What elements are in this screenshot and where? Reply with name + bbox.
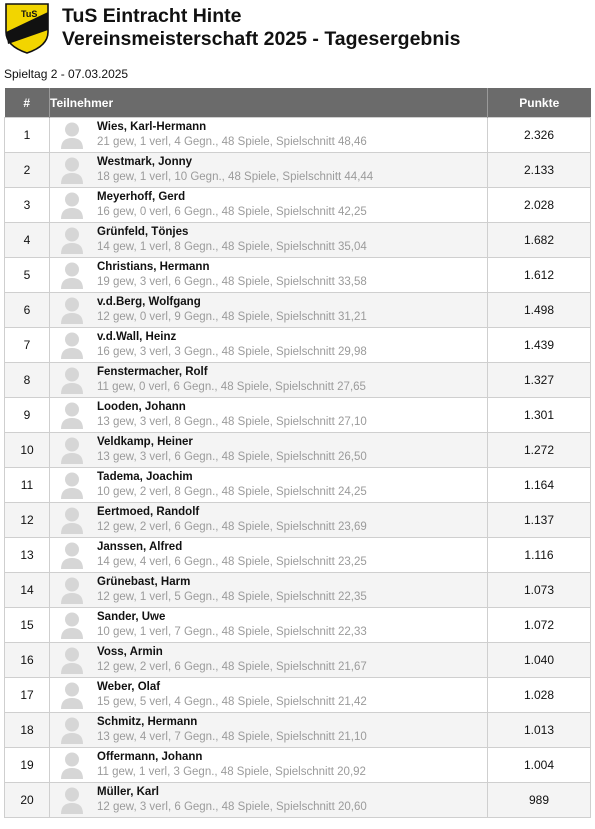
avatar-icon (61, 682, 83, 709)
club-name: TuS Eintracht Hinte (62, 5, 242, 27)
points-cell: 2.326 (488, 118, 591, 153)
rank-cell: 11 (5, 468, 50, 503)
table-row (5, 188, 591, 223)
participant-cell (50, 118, 488, 153)
rank-cell: 2 (5, 153, 50, 188)
points-cell: 2.028 (488, 188, 591, 223)
avatar-icon (61, 367, 83, 394)
table-row (5, 678, 591, 713)
participant-stats: 16 gew, 0 verl, 6 Gegn., 48 Spiele, Spielschnitt 42,25 (97, 206, 367, 218)
participant-name: Wies, Karl-Hermann (97, 121, 207, 133)
participant-name: Weber, Olaf (97, 681, 161, 693)
avatar-icon (61, 157, 83, 184)
participant-cell (50, 783, 488, 818)
rank-cell: 7 (5, 328, 50, 363)
points-cell: 1.682 (488, 223, 591, 258)
participant-name: Tadema, Joachim (97, 471, 193, 483)
avatar-icon (61, 717, 83, 744)
table-row (5, 433, 591, 468)
table-row (5, 328, 591, 363)
avatar-icon (61, 227, 83, 254)
table-row (5, 643, 591, 678)
participant-stats: 12 gew, 2 verl, 6 Gegn., 48 Spiele, Spielschnitt 23,69 (97, 521, 367, 533)
participant-stats: 10 gew, 1 verl, 7 Gegn., 48 Spiele, Spielschnitt 22,33 (97, 626, 367, 638)
avatar-icon (61, 472, 83, 499)
participant-stats: 14 gew, 4 verl, 6 Gegn., 48 Spiele, Spielschnitt 23,25 (97, 556, 367, 568)
participant-cell (50, 748, 488, 783)
table-row (5, 223, 591, 258)
rank-cell: 8 (5, 363, 50, 398)
points-cell: 1.137 (488, 503, 591, 538)
participant-stats: 21 gew, 1 verl, 4 Gegn., 48 Spiele, Spielschnitt 48,46 (97, 136, 367, 148)
table-row (5, 538, 591, 573)
participant-name: Müller, Karl (97, 786, 159, 798)
participant-cell (50, 433, 488, 468)
participant-name: Fenstermacher, Rolf (97, 366, 208, 378)
points-cell: 1.028 (488, 678, 591, 713)
rank-cell: 9 (5, 398, 50, 433)
avatar-icon (61, 332, 83, 359)
participant-cell (50, 328, 488, 363)
participant-stats: 19 gew, 3 verl, 6 Gegn., 48 Spiele, Spielschnitt 33,58 (97, 276, 367, 288)
participant-stats: 12 gew, 0 verl, 9 Gegn., 48 Spiele, Spielschnitt 31,21 (97, 311, 367, 323)
rank-cell: 17 (5, 678, 50, 713)
points-cell: 1.116 (488, 538, 591, 573)
table-row (5, 713, 591, 748)
participant-name: v.d.Berg, Wolfgang (97, 296, 201, 308)
participant-name: Offermann, Johann (97, 751, 203, 763)
points-cell: 1.040 (488, 643, 591, 678)
table-row (5, 398, 591, 433)
participant-name: Westmark, Jonny (97, 156, 193, 168)
points-cell: 1.272 (488, 433, 591, 468)
table-header-row (5, 88, 591, 118)
points-cell: 1.612 (488, 258, 591, 293)
avatar-icon (61, 647, 83, 674)
participant-name: v.d.Wall, Heinz (97, 331, 177, 343)
participant-cell (50, 503, 488, 538)
points-cell: 1.439 (488, 328, 591, 363)
participant-stats: 14 gew, 1 verl, 8 Gegn., 48 Spiele, Spielschnitt 35,04 (97, 241, 367, 253)
avatar-icon (61, 787, 83, 814)
participant-cell (50, 643, 488, 678)
matchday-label: Spieltag 2 - 07.03.2025 (4, 67, 129, 81)
participant-name: Voss, Armin (97, 646, 163, 658)
participant-stats: 18 gew, 1 verl, 10 Gegn., 48 Spiele, Spielschnitt 44,44 (97, 171, 374, 183)
table-row (5, 503, 591, 538)
table-row (5, 293, 591, 328)
page-header (4, 2, 594, 54)
rank-cell: 18 (5, 713, 50, 748)
participant-cell (50, 293, 488, 328)
points-cell: 1.164 (488, 468, 591, 503)
participant-name: Grünfeld, Tönjes (97, 226, 189, 238)
rank-cell: 4 (5, 223, 50, 258)
table-row (5, 118, 591, 153)
table-row (5, 153, 591, 188)
rank-cell: 14 (5, 573, 50, 608)
points-cell: 2.133 (488, 153, 591, 188)
table-row (5, 573, 591, 608)
table-row (5, 258, 591, 293)
logo-text: TuS (21, 9, 38, 19)
rank-cell: 6 (5, 293, 50, 328)
rank-cell: 1 (5, 118, 50, 153)
participant-name: Veldkamp, Heiner (97, 436, 193, 448)
table-row (5, 608, 591, 643)
rank-cell: 19 (5, 748, 50, 783)
participant-cell (50, 398, 488, 433)
table-row (5, 363, 591, 398)
participant-name: Eertmoed, Randolf (97, 506, 200, 518)
points-cell: 1.013 (488, 713, 591, 748)
avatar-icon (61, 192, 83, 219)
rank-cell: 3 (5, 188, 50, 223)
participant-cell (50, 188, 488, 223)
points-cell: 1.073 (488, 573, 591, 608)
participant-name: Janssen, Alfred (97, 541, 183, 553)
participant-stats: 12 gew, 1 verl, 5 Gegn., 48 Spiele, Spielschnitt 22,35 (97, 591, 367, 603)
results-table (4, 88, 591, 818)
participant-name: Grünebast, Harm (97, 576, 191, 588)
participant-name: Sander, Uwe (97, 611, 166, 623)
rank-column-header: # (5, 88, 50, 118)
club-logo (4, 2, 50, 54)
participant-cell (50, 678, 488, 713)
points-cell: 989 (488, 783, 591, 818)
avatar-icon (61, 262, 83, 289)
rank-cell: 12 (5, 503, 50, 538)
participant-name: Looden, Johann (97, 401, 186, 413)
participant-cell (50, 713, 488, 748)
participant-cell (50, 363, 488, 398)
participant-cell (50, 468, 488, 503)
participant-column-header: Teilnehmer (50, 88, 488, 118)
participant-stats: 13 gew, 3 verl, 6 Gegn., 48 Spiele, Spielschnitt 26,50 (97, 451, 367, 463)
participant-stats: 12 gew, 3 verl, 6 Gegn., 48 Spiele, Spielschnitt 20,60 (97, 801, 367, 813)
participant-cell (50, 223, 488, 258)
participant-cell (50, 258, 488, 293)
points-cell: 1.498 (488, 293, 591, 328)
points-column-header: Punkte (488, 88, 591, 118)
rank-cell: 20 (5, 783, 50, 818)
rank-cell: 13 (5, 538, 50, 573)
avatar-icon (61, 752, 83, 779)
participant-stats: 15 gew, 5 verl, 4 Gegn., 48 Spiele, Spielschnitt 21,42 (97, 696, 367, 708)
table-row (5, 783, 591, 818)
avatar-icon (61, 402, 83, 429)
participant-stats: 12 gew, 2 verl, 6 Gegn., 48 Spiele, Spielschnitt 21,67 (97, 661, 367, 673)
participant-stats: 13 gew, 4 verl, 7 Gegn., 48 Spiele, Spielschnitt 21,10 (97, 731, 367, 743)
participant-cell (50, 608, 488, 643)
participant-name: Christians, Hermann (97, 261, 210, 273)
rank-cell: 16 (5, 643, 50, 678)
participant-stats: 11 gew, 1 verl, 3 Gegn., 48 Spiele, Spielschnitt 20,92 (97, 766, 366, 778)
avatar-icon (61, 542, 83, 569)
participant-stats: 16 gew, 3 verl, 3 Gegn., 48 Spiele, Spielschnitt 29,98 (97, 346, 367, 358)
report-title: Vereinsmeisterschaft 2025 - Tagesergebnis (62, 28, 461, 50)
participant-cell (50, 538, 488, 573)
points-cell: 1.301 (488, 398, 591, 433)
participant-name: Schmitz, Hermann (97, 716, 198, 728)
participant-stats: 13 gew, 3 verl, 8 Gegn., 48 Spiele, Spielschnitt 27,10 (97, 416, 367, 428)
avatar-icon (61, 297, 83, 324)
avatar-icon (61, 612, 83, 639)
table-row (5, 468, 591, 503)
participant-cell (50, 573, 488, 608)
rank-cell: 15 (5, 608, 50, 643)
avatar-icon (61, 507, 83, 534)
points-cell: 1.327 (488, 363, 591, 398)
participant-stats: 11 gew, 0 verl, 6 Gegn., 48 Spiele, Spielschnitt 27,65 (97, 381, 366, 393)
avatar-icon (61, 577, 83, 604)
avatar-icon (61, 437, 83, 464)
page-title (62, 5, 461, 51)
points-cell: 1.072 (488, 608, 591, 643)
points-cell: 1.004 (488, 748, 591, 783)
participant-stats: 10 gew, 2 verl, 8 Gegn., 48 Spiele, Spielschnitt 24,25 (97, 486, 367, 498)
table-row (5, 748, 591, 783)
participant-cell (50, 153, 488, 188)
rank-cell: 5 (5, 258, 50, 293)
rank-cell: 10 (5, 433, 50, 468)
avatar-icon (61, 122, 83, 149)
participant-name: Meyerhoff, Gerd (97, 191, 186, 203)
